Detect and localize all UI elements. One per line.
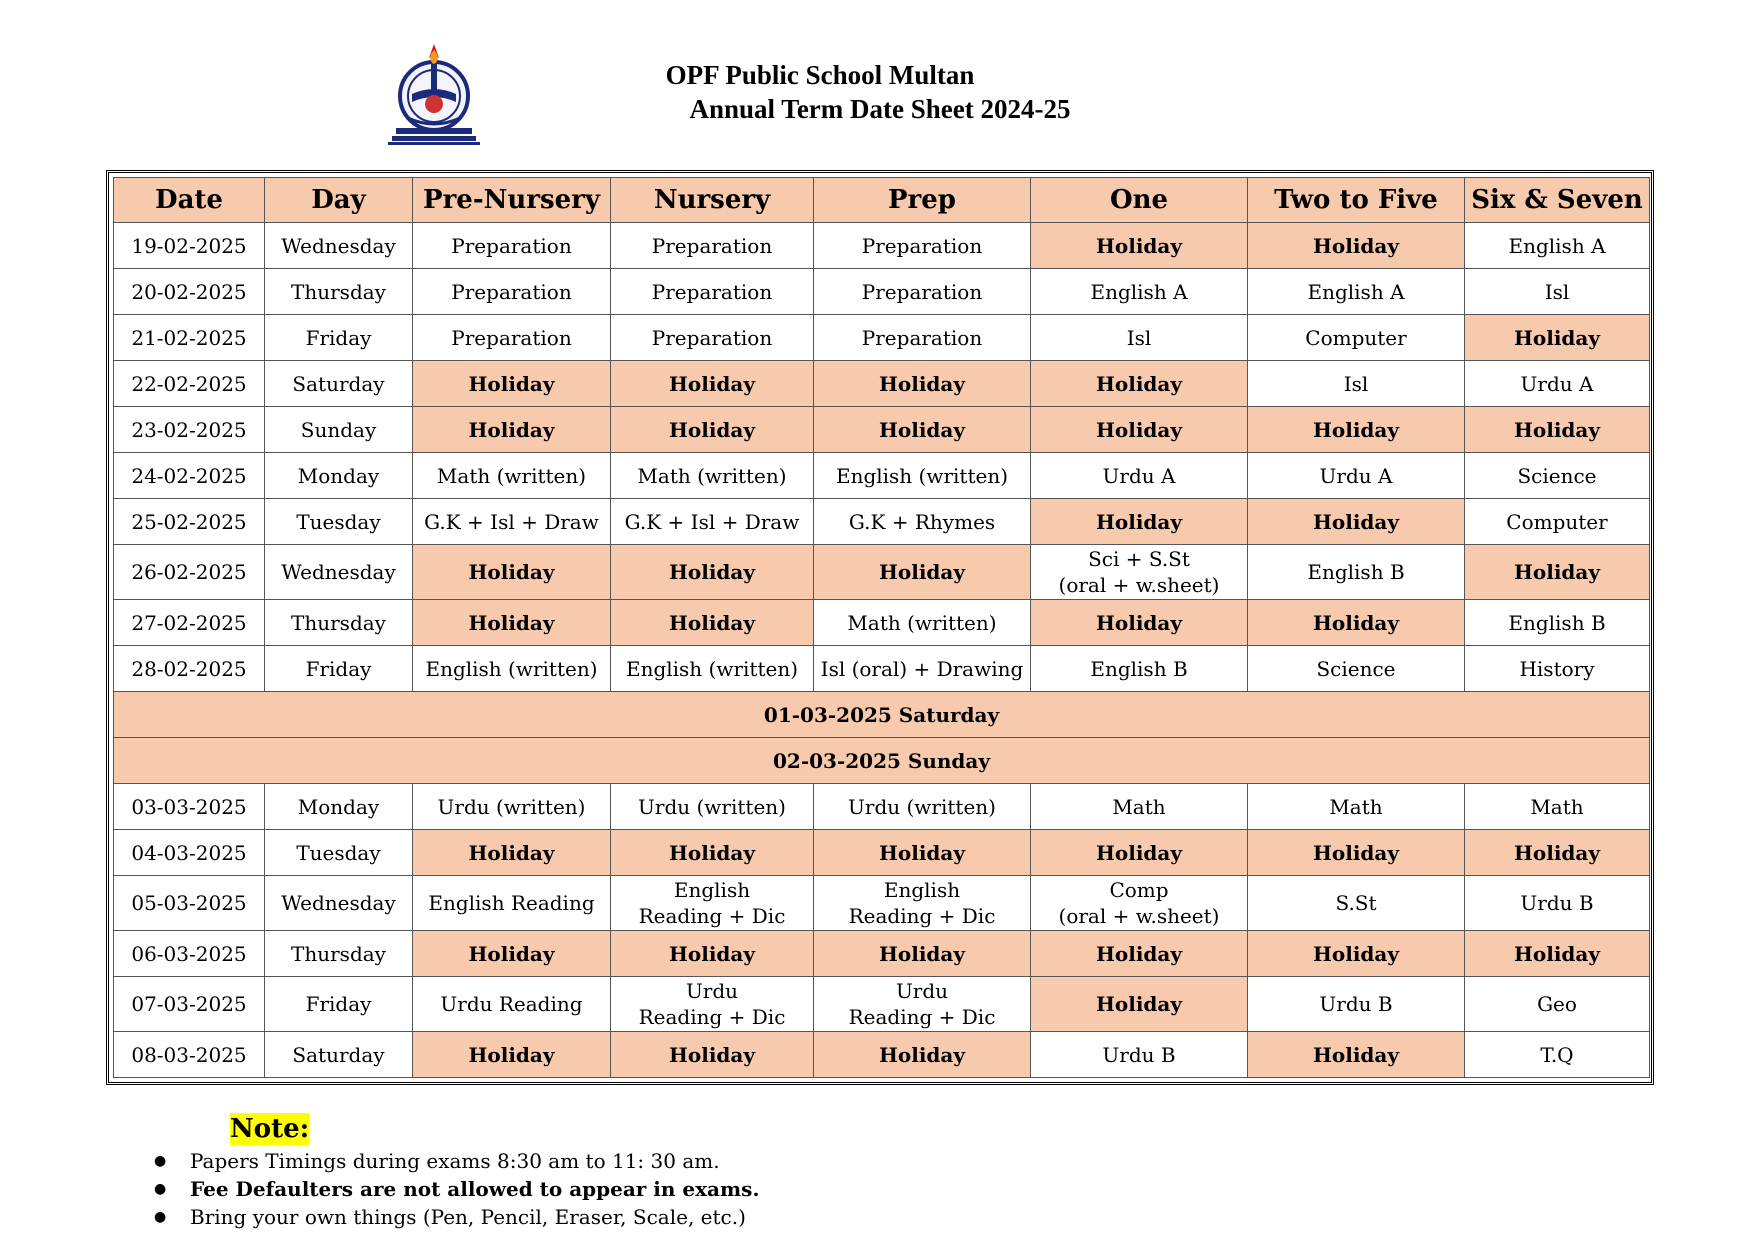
cell-one: Sci + S.St (oral + w.sheet) bbox=[1031, 545, 1248, 600]
cell-one: Holiday bbox=[1031, 931, 1248, 977]
cell-pre-nursery: Holiday bbox=[413, 545, 611, 600]
cell-one: Holiday bbox=[1031, 977, 1248, 1032]
cell-pre-nursery: Urdu Reading bbox=[413, 977, 611, 1032]
cell-one: Holiday bbox=[1031, 407, 1248, 453]
cell-nursery: Math (written) bbox=[611, 453, 814, 499]
table-row bbox=[114, 876, 1650, 931]
weekend-break-label: 01-03-2025 Saturday bbox=[114, 692, 1650, 738]
table-row bbox=[114, 830, 1650, 876]
cell-day: Thursday bbox=[265, 600, 413, 646]
cell-day: Sunday bbox=[265, 407, 413, 453]
cell-day: Friday bbox=[265, 646, 413, 692]
cell-six-seven: Urdu A bbox=[1465, 361, 1650, 407]
table-row bbox=[114, 545, 1650, 600]
cell-prep: Holiday bbox=[814, 361, 1031, 407]
cell-six-seven: Holiday bbox=[1465, 830, 1650, 876]
cell-six-seven: Holiday bbox=[1465, 931, 1650, 977]
column-header: Prep bbox=[814, 178, 1031, 223]
cell-date: 23-02-2025 bbox=[114, 407, 265, 453]
cell-prep: Preparation bbox=[814, 315, 1031, 361]
cell-one: English B bbox=[1031, 646, 1248, 692]
table-row bbox=[114, 977, 1650, 1032]
document-header bbox=[600, 58, 1160, 126]
cell-pre-nursery: Holiday bbox=[413, 830, 611, 876]
cell-six-seven: History bbox=[1465, 646, 1650, 692]
table-row bbox=[114, 646, 1650, 692]
cell-prep: Urdu (written) bbox=[814, 784, 1031, 830]
note-item: ● Papers Timings during exams 8:30 am to 11: 30 am. bbox=[190, 1147, 759, 1175]
note-item: ● Fee Defaulters are not allowed to appear in exams. bbox=[190, 1175, 759, 1203]
cell-two-to-five: Holiday bbox=[1248, 1032, 1465, 1078]
cell-prep: G.K + Rhymes bbox=[814, 499, 1031, 545]
cell-pre-nursery: G.K + Isl + Draw bbox=[413, 499, 611, 545]
table-row bbox=[114, 315, 1650, 361]
cell-pre-nursery: Preparation bbox=[413, 223, 611, 269]
cell-nursery: Preparation bbox=[611, 223, 814, 269]
cell-prep: Isl (oral) + Drawing bbox=[814, 646, 1031, 692]
cell-six-seven: Science bbox=[1465, 453, 1650, 499]
cell-date: 07-03-2025 bbox=[114, 977, 265, 1032]
cell-one: Comp (oral + w.sheet) bbox=[1031, 876, 1248, 931]
table-row bbox=[114, 931, 1650, 977]
cell-day: Saturday bbox=[265, 361, 413, 407]
cell-date: 26-02-2025 bbox=[114, 545, 265, 600]
cell-two-to-five: English A bbox=[1248, 269, 1465, 315]
table-row bbox=[114, 223, 1650, 269]
cell-date: 05-03-2025 bbox=[114, 876, 265, 931]
cell-date: 06-03-2025 bbox=[114, 931, 265, 977]
table-row bbox=[114, 361, 1650, 407]
cell-day: Friday bbox=[265, 315, 413, 361]
cell-two-to-five: S.St bbox=[1248, 876, 1465, 931]
weekend-break-row bbox=[114, 692, 1650, 738]
cell-nursery: Holiday bbox=[611, 545, 814, 600]
cell-two-to-five: Urdu A bbox=[1248, 453, 1465, 499]
cell-two-to-five: Holiday bbox=[1248, 407, 1465, 453]
cell-date: 25-02-2025 bbox=[114, 499, 265, 545]
school-name: OPF Public School Multan bbox=[665, 60, 975, 90]
date-sheet-table bbox=[113, 177, 1650, 1078]
cell-one: Holiday bbox=[1031, 600, 1248, 646]
cell-two-to-five: Isl bbox=[1248, 361, 1465, 407]
cell-prep: English Reading + Dic bbox=[814, 876, 1031, 931]
date-sheet-title: Annual Term Date Sheet 2024-25 bbox=[689, 94, 1071, 124]
cell-prep: Holiday bbox=[814, 545, 1031, 600]
cell-prep: Preparation bbox=[814, 223, 1031, 269]
date-sheet-frame bbox=[106, 170, 1654, 1085]
cell-one: Holiday bbox=[1031, 830, 1248, 876]
cell-prep: Holiday bbox=[814, 830, 1031, 876]
cell-six-seven: Math bbox=[1465, 784, 1650, 830]
cell-prep: Holiday bbox=[814, 407, 1031, 453]
note-section bbox=[190, 1113, 760, 1231]
cell-pre-nursery: Holiday bbox=[413, 600, 611, 646]
table-row bbox=[114, 499, 1650, 545]
cell-pre-nursery: English Reading bbox=[413, 876, 611, 931]
cell-six-seven: Isl bbox=[1465, 269, 1650, 315]
table-header-row bbox=[114, 178, 1650, 223]
column-header: Pre-Nursery bbox=[413, 178, 611, 223]
cell-prep: Urdu Reading + Dic bbox=[814, 977, 1031, 1032]
table-row bbox=[114, 1032, 1650, 1078]
weekend-break-row bbox=[114, 738, 1650, 784]
cell-two-to-five: Urdu B bbox=[1248, 977, 1465, 1032]
cell-date: 27-02-2025 bbox=[114, 600, 265, 646]
cell-nursery: Holiday bbox=[611, 407, 814, 453]
column-header: Six & Seven bbox=[1465, 178, 1650, 223]
cell-prep: Holiday bbox=[814, 1032, 1031, 1078]
cell-pre-nursery: Preparation bbox=[413, 315, 611, 361]
weekend-break-label: 02-03-2025 Sunday bbox=[114, 738, 1650, 784]
cell-date: 24-02-2025 bbox=[114, 453, 265, 499]
cell-date: 19-02-2025 bbox=[114, 223, 265, 269]
cell-nursery: Holiday bbox=[611, 1032, 814, 1078]
cell-day: Wednesday bbox=[265, 545, 413, 600]
cell-day: Thursday bbox=[265, 931, 413, 977]
cell-pre-nursery: Holiday bbox=[413, 1032, 611, 1078]
column-header: One bbox=[1031, 178, 1248, 223]
cell-day: Wednesday bbox=[265, 876, 413, 931]
cell-one: English A bbox=[1031, 269, 1248, 315]
cell-six-seven: Geo bbox=[1465, 977, 1650, 1032]
cell-day: Monday bbox=[265, 784, 413, 830]
cell-date: 08-03-2025 bbox=[114, 1032, 265, 1078]
column-header: Two to Five bbox=[1248, 178, 1465, 223]
cell-nursery: Holiday bbox=[611, 931, 814, 977]
cell-one: Math bbox=[1031, 784, 1248, 830]
cell-date: 04-03-2025 bbox=[114, 830, 265, 876]
cell-nursery: G.K + Isl + Draw bbox=[611, 499, 814, 545]
table-row bbox=[114, 453, 1650, 499]
cell-nursery: Preparation bbox=[611, 315, 814, 361]
cell-six-seven: T.Q bbox=[1465, 1032, 1650, 1078]
cell-six-seven: Holiday bbox=[1465, 407, 1650, 453]
cell-nursery: Holiday bbox=[611, 600, 814, 646]
cell-nursery: English (written) bbox=[611, 646, 814, 692]
column-header: Day bbox=[265, 178, 413, 223]
cell-pre-nursery: Holiday bbox=[413, 361, 611, 407]
table-row bbox=[114, 407, 1650, 453]
cell-two-to-five: Holiday bbox=[1248, 499, 1465, 545]
cell-day: Tuesday bbox=[265, 499, 413, 545]
cell-pre-nursery: English (written) bbox=[413, 646, 611, 692]
cell-prep: English (written) bbox=[814, 453, 1031, 499]
cell-six-seven: Computer bbox=[1465, 499, 1650, 545]
table-body bbox=[114, 223, 1650, 1078]
cell-date: 22-02-2025 bbox=[114, 361, 265, 407]
cell-day: Friday bbox=[265, 977, 413, 1032]
cell-nursery: English Reading + Dic bbox=[611, 876, 814, 931]
cell-pre-nursery: Holiday bbox=[413, 931, 611, 977]
cell-six-seven: Holiday bbox=[1465, 315, 1650, 361]
cell-six-seven: Urdu B bbox=[1465, 876, 1650, 931]
cell-two-to-five: Computer bbox=[1248, 315, 1465, 361]
cell-nursery: Urdu (written) bbox=[611, 784, 814, 830]
cell-prep: Math (written) bbox=[814, 600, 1031, 646]
cell-two-to-five: Holiday bbox=[1248, 223, 1465, 269]
cell-one: Isl bbox=[1031, 315, 1248, 361]
cell-six-seven: English A bbox=[1465, 223, 1650, 269]
table-row bbox=[114, 600, 1650, 646]
cell-day: Thursday bbox=[265, 269, 413, 315]
cell-date: 03-03-2025 bbox=[114, 784, 265, 830]
cell-pre-nursery: Urdu (written) bbox=[413, 784, 611, 830]
cell-day: Tuesday bbox=[265, 830, 413, 876]
cell-nursery: Holiday bbox=[611, 830, 814, 876]
cell-two-to-five: Holiday bbox=[1248, 931, 1465, 977]
cell-pre-nursery: Holiday bbox=[413, 407, 611, 453]
cell-day: Saturday bbox=[265, 1032, 413, 1078]
cell-prep: Preparation bbox=[814, 269, 1031, 315]
opf-school-crest-icon bbox=[378, 40, 490, 146]
cell-two-to-five: English B bbox=[1248, 545, 1465, 600]
cell-one: Urdu B bbox=[1031, 1032, 1248, 1078]
cell-one: Urdu A bbox=[1031, 453, 1248, 499]
cell-day: Monday bbox=[265, 453, 413, 499]
cell-six-seven: English B bbox=[1465, 600, 1650, 646]
cell-date: 28-02-2025 bbox=[114, 646, 265, 692]
table-row bbox=[114, 269, 1650, 315]
cell-nursery: Preparation bbox=[611, 269, 814, 315]
column-header: Date bbox=[114, 178, 265, 223]
cell-one: Holiday bbox=[1031, 223, 1248, 269]
cell-date: 20-02-2025 bbox=[114, 269, 265, 315]
cell-two-to-five: Holiday bbox=[1248, 600, 1465, 646]
table-row bbox=[114, 784, 1650, 830]
cell-pre-nursery: Preparation bbox=[413, 269, 611, 315]
note-item: ● Bring your own things (Pen, Pencil, Eraser, Scale, etc.) bbox=[190, 1203, 759, 1231]
cell-nursery: Holiday bbox=[611, 361, 814, 407]
cell-two-to-five: Math bbox=[1248, 784, 1465, 830]
cell-one: Holiday bbox=[1031, 499, 1248, 545]
cell-nursery: Urdu Reading + Dic bbox=[611, 977, 814, 1032]
cell-prep: Holiday bbox=[814, 931, 1031, 977]
column-header: Nursery bbox=[611, 178, 814, 223]
note-heading: Note: bbox=[230, 1114, 310, 1144]
cell-day: Wednesday bbox=[265, 223, 413, 269]
cell-six-seven: Holiday bbox=[1465, 545, 1650, 600]
cell-two-to-five: Science bbox=[1248, 646, 1465, 692]
cell-one: Holiday bbox=[1031, 361, 1248, 407]
note-list bbox=[190, 1147, 759, 1231]
cell-two-to-five: Holiday bbox=[1248, 830, 1465, 876]
cell-pre-nursery: Math (written) bbox=[413, 453, 611, 499]
cell-date: 21-02-2025 bbox=[114, 315, 265, 361]
